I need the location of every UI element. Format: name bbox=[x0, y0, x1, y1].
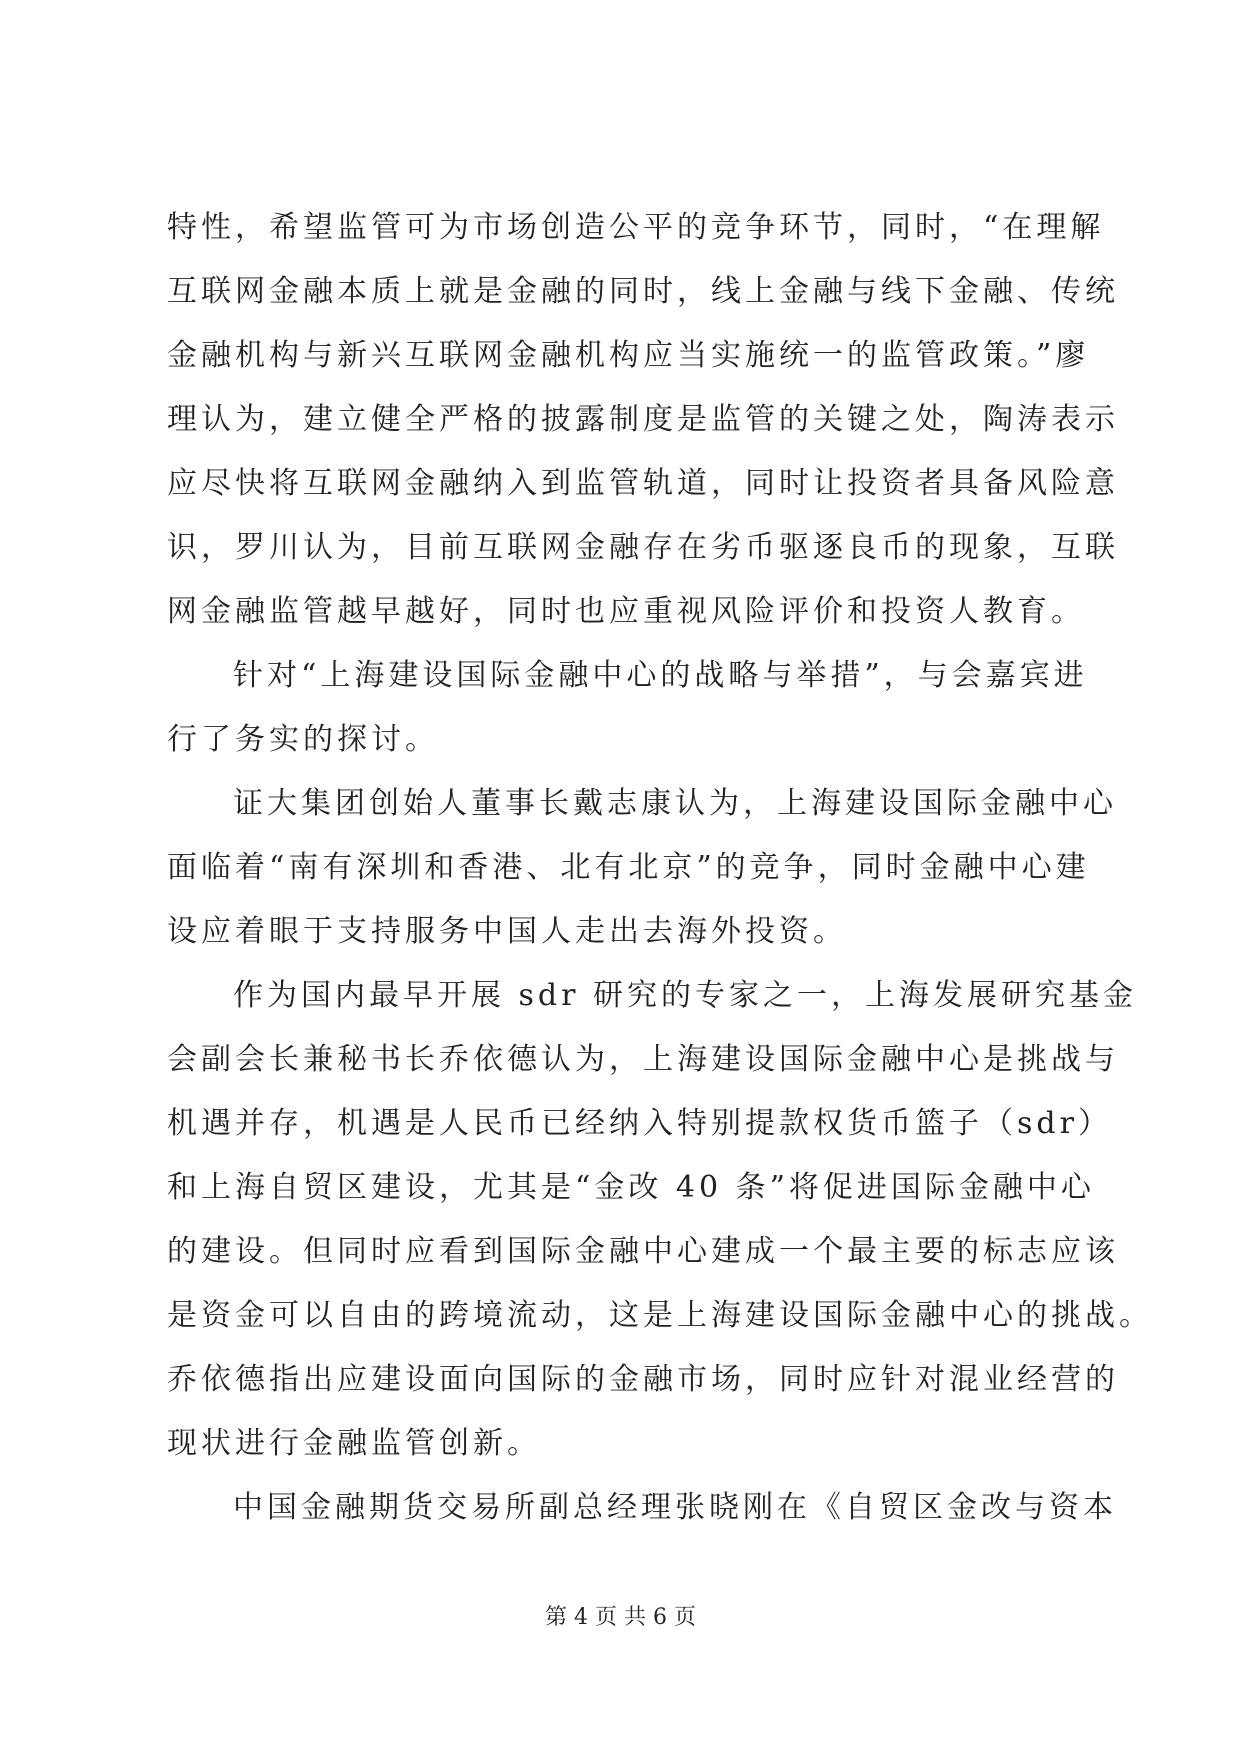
paragraph-first-line: 作为国内最早开展 sdr 研究的专家之一，上海发展研究基金 bbox=[233, 978, 1138, 1013]
text-line: 面临着“南有深圳和香港、北有北京”的竞争，同时金融中心建 bbox=[167, 850, 1090, 885]
text-line: 机遇并存，机遇是人民币已经纳入特别提款权货币篮子（sdr） bbox=[167, 1106, 1112, 1141]
paragraph-first-line: 中国金融期货交易所副总经理张晓刚在《自贸区金改与资本 bbox=[233, 1490, 1117, 1525]
text-line: 识，罗川认为，目前互联网金融存在劣币驱逐良币的现象，互联 bbox=[167, 530, 1119, 565]
text-line: 是资金可以自由的跨境流动，这是上海建设国际金融中心的挑战。 bbox=[167, 1298, 1153, 1333]
text-line: 金融机构与新兴互联网金融机构应当实施统一的监管政策。”廖 bbox=[167, 338, 1090, 373]
paragraph-first-line: 证大集团创始人董事长戴志康认为，上海建设国际金融中心 bbox=[233, 786, 1117, 821]
text-line: 乔依德指出应建设面向国际的金融市场，同时应针对混业经营的 bbox=[167, 1362, 1119, 1397]
page-number-footer: 第 4 页 共 6 页 bbox=[545, 1605, 696, 1630]
text-line: 行了务实的探讨。 bbox=[167, 722, 439, 757]
paragraph-first-line: 针对“上海建设国际金融中心的战略与举措”，与会嘉宾进 bbox=[233, 658, 1088, 693]
text-line: 现状进行金融监管创新。 bbox=[167, 1426, 541, 1461]
text-line: 理认为，建立健全严格的披露制度是监管的关键之处，陶涛表示 bbox=[167, 402, 1119, 437]
text-line: 互联网金融本质上就是金融的同时，线上金融与线下金融、传统 bbox=[167, 274, 1119, 309]
text-line: 网金融监管越早越好，同时也应重视风险评价和投资人教育。 bbox=[167, 594, 1085, 629]
text-line: 的建设。但同时应看到国际金融中心建成一个最主要的标志应该 bbox=[167, 1234, 1119, 1269]
text-line: 应尽快将互联网金融纳入到监管轨道，同时让投资者具备风险意 bbox=[167, 466, 1119, 501]
text-line: 设应着眼于支持服务中国人走出去海外投资。 bbox=[167, 914, 847, 949]
text-line: 特性，希望监管可为市场创造公平的竞争环节，同时，“在理解 bbox=[167, 210, 1105, 245]
body-text bbox=[167, 196, 1153, 1540]
text-line: 会副会长兼秘书长乔依德认为，上海建设国际金融中心是挑战与 bbox=[167, 1042, 1119, 1077]
text-line: 和上海自贸区建设，尤其是“金改 40 条”将促进国际金融中心 bbox=[167, 1170, 1095, 1205]
